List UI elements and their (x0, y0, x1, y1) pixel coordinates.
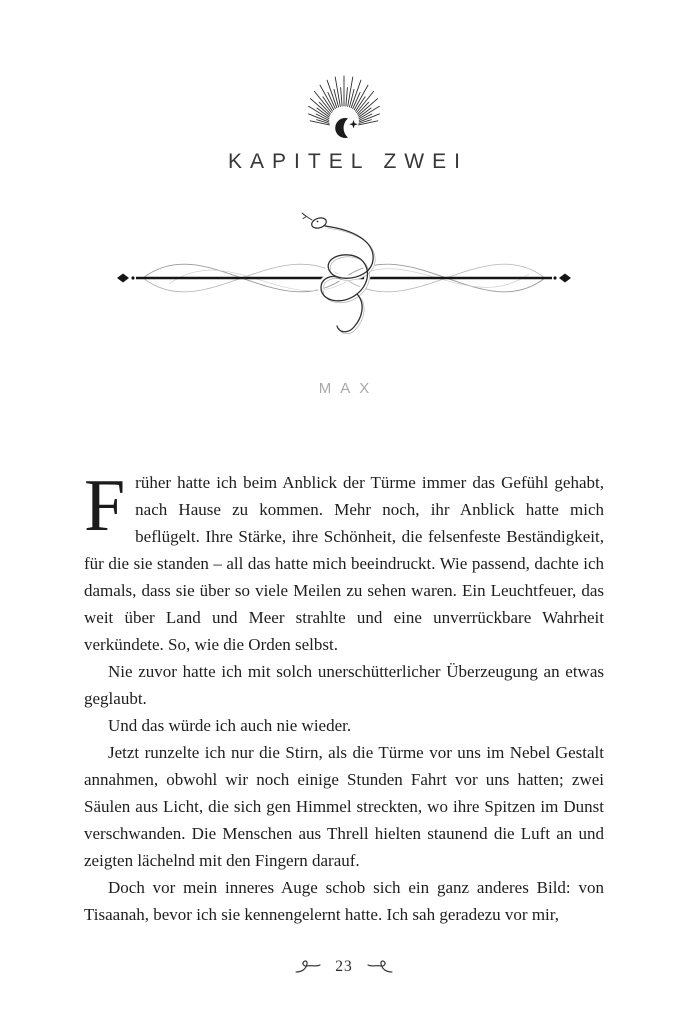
dot-finial-left (131, 276, 134, 279)
chapter-title: KAPITEL ZWEI (228, 150, 468, 173)
sunburst-moon-icon (286, 72, 402, 142)
drop-cap: F (84, 465, 126, 547)
snake-divider (0, 200, 688, 350)
section-label: MAX (318, 380, 379, 397)
paragraph (84, 465, 604, 658)
paragraph-text: rüher hatte ich beim Anblick der Türme immer das Gefühl gehabt, nach Hause zu kommen. Mehr noch, ihr Anblick hatte mich beflügelt. Ihre Stärke, ihre Schönheit, die felsenfeste Beständigkeit, für die sie standen – all das hatte mich beeindruckt. Wie passend, dachte ich damals, dass sie über so viele Meilen zu sehen waren. Ein Leuchtfeuer, das weit über Land und Meer strahlte und eine unverrückbare Wahrheit verkündete. So, wie die Orden selbst. (84, 473, 604, 654)
snake-divider-icon (109, 200, 579, 350)
crescent-moon-icon (335, 118, 348, 138)
snake-tongue (302, 213, 312, 220)
flourish-right-icon (366, 959, 394, 975)
dot-finial-right (553, 276, 556, 279)
page-number: 23 (335, 958, 353, 975)
body-text (84, 465, 604, 928)
paragraph: Doch vor mein inneres Auge schob sich ein ganz anderes Bild: von Tisaanah, bevor ich sie kennengelernt hatte. Ich sah geradezu vor mir, (84, 878, 604, 924)
paragraph: Jetzt runzelte ich nur die Stirn, als die Türme vor uns im Nebel Gestalt annahmen, obwohl wir noch einige Stunden Fahrt vor uns hatten; zwei Säulen aus Licht, die sich gen Himmel streckten, wo ihre Spitzen im Dunst verschwanden. Die Menschen aus Threll hielten staunend die Luft an und zeigten lächelnd mit den Fingern darauf. (84, 743, 604, 870)
chapter-header (0, 0, 688, 174)
star-icon (349, 120, 358, 128)
diamond-finial-left (117, 274, 129, 283)
page-footer (0, 958, 688, 976)
flourish-left-icon (294, 959, 322, 975)
paragraph: Und das würde ich auch nie wieder. (108, 716, 352, 735)
diamond-finial-right (559, 274, 571, 283)
paragraph: Nie zuvor hatte ich mit solch unerschütterlicher Überzeugung an etwas geglaubt. (84, 662, 604, 708)
